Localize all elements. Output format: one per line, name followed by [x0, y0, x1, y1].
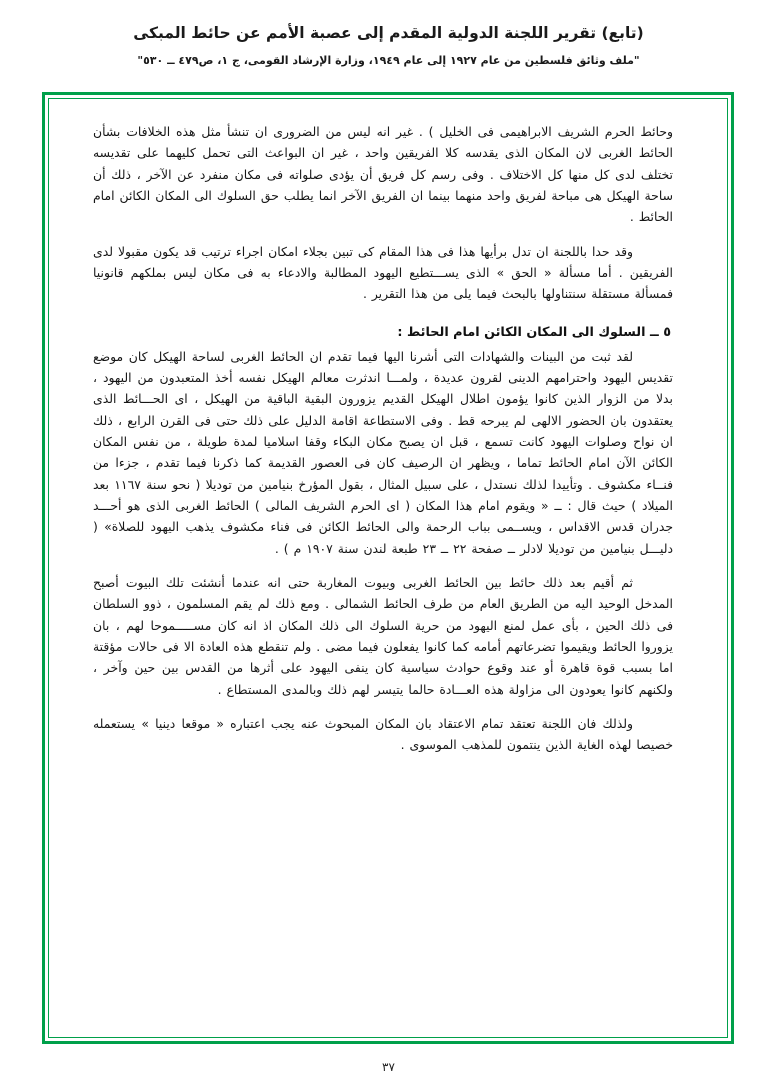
content-frame — [42, 92, 734, 1044]
content-frame-inner — [48, 98, 728, 1038]
page-number: ٣٧ — [382, 1060, 395, 1074]
paragraph-2: وقد حدا باللجنة ان تدل برأيها هذا فى هذا المقام كى تبين بجلاء امكان اجراء ترتيب قد يكون مقبولا لدى الفريقين . أما مسألة « الحق » الذى يســـتطيع اليهود المطالبة والادعاء به فى مكان ليس بملكهم قانونيا فمسألة مستقلة سنتناولها بالبحث فيما يلى من هذا التقرير . — [93, 243, 673, 302]
body-paragraph-3: ولذلك فان اللجنة تعتقد تمام الاعتقاد بان المكان المبحوث عنه يجب اعتباره « موقعا دينيا » يستعمله خصيصا لهذه الغاية الذين ينتمون للمذهب الموسوى . — [93, 715, 673, 753]
page-subtitle: "ملف وثائق فلسطين من عام ١٩٢٧ إلى عام ١٩٤٩، وزارة الإرشاد القومى، ج ١، ص٤٧٩ ــ ٥٣٠" — [137, 54, 640, 68]
section-number: ٥ ــ — [649, 324, 671, 340]
paragraph-1: وحائط الحرم الشريف الابراهيمى فى الخليل ) . غير انه ليس من الضرورى ان تنشأ مثل هذه الخلافات بشأن الحائط الغربى لان المكان الذى يقدسه كلا الفريقين واحد ، غير ان البواعث التى تحمل كليهما على تقديسه تختلف لدى كل منها كل الاختلاف . وفى رسم كل فريق أن يؤدى صلواته فى مكان منفرد عن الآخر ، ذلك أن ساحة الهيكل هى مباحة لفريق واحد منهما بينما ان الفريق الآخر انما يطلب حق السلوك الى المكان الكائن امام الحائط . — [93, 124, 673, 225]
body-paragraph-2: ثم أقيم بعد ذلك حائط بين الحائط الغربى وبيوت المغاربة حتى انه عندما أنشئت تلك البيوت أصبح المدخل الوحيد اليه من الطريق العام من طرف الحائط الشمالى . ومع ذلك لم يقم المسلمون ، ذوو السلطان فى ذلك الحين ، بأى عمل لمنع اليهود من حرية السلوك الى ذلك المكان اذ انه كان مســـــموحا لهم ، بان يزوروا الحائط ويقيموا تضرعاتهم أمامه كما كانوا يفعلون فيما مضى . ولم تنقطع هذه العادة الا فى حالات مؤقتة اما بسبب قوة قاهرة أو عند وقوع حوادث سياسية كان ينفى اليهود على أثرها من القدس بين حين وآخر ، ولكنهم كانوا يعودون الى مزاولة هذه العـــادة حالما يتيسر لهم ذلك وبالمدى المستطاع . — [93, 574, 673, 697]
page-header — [0, 0, 777, 70]
body-paragraph-1: لقد ثبت من البينات والشهادات التى أشرنا اليها فيما تقدم ان الحائط الغربى لساحة الهيكل كان موضع تقديس اليهود واحترامهم الدينى لقرون عديدة ، ولمـــا اندثرت معالم الهيكل نفسه أخذ المتعبدون من اليهود ، بدلا من الزوار الذين كانوا يؤمون اطلال الهيكل القديم يزورون البقية الباقية من الهيكل ، اى الحـــائط الذى يعتقدون بان الحضور الالهى لم يبرحه قط . وفى الاستطاعة اقامة الدليل على ذلك حتى فى القرن الرابع ، ذلك ان نواح وصلوات اليهود كانت تسمع ، قبل ان يصبح مكان البكاء وقفا اسلاميا لمدة طويلة ، من نفس المكان الكائن الآن امام الحائط تماما ، ويظهر ان الرصيف كان فى العصور القديمة كما ذكرنا فيما تقدم ، جزءا من فنــاء مكشوف . وتأييدا لذلك نستدل ، على سبيل المثال ، بقول المؤرخ بنيامين من توديلا ( نحو سنة ١١٦٧ بعد الميلاد ) حيث قال : ــ « ويقوم امام هذا المكان ( اى الحرم الشريف المالى ) الحائط الغربى الذى هو أحـــد جدران قدس الاقداس ، ويســمى بباب الرحمة والى الحائط الكائن فى فناء مكشوف يذهب اليهود للصلاة» ( دليـــل بنيامين من توديلا لادلر ــ صفحة ٢٢ ــ ٢٣ طبعة لندن سنة ١٩٠٧ م ) . — [93, 348, 673, 556]
section-title: السلوك الى المكان الكائن امام الحائط : — [397, 324, 646, 340]
section-heading — [93, 325, 673, 340]
document-body — [49, 99, 727, 1037]
page-title: (تابع) تقرير اللجنة الدولية المقدم إلى عصبة الأمم عن حائط المبكى — [133, 24, 644, 42]
